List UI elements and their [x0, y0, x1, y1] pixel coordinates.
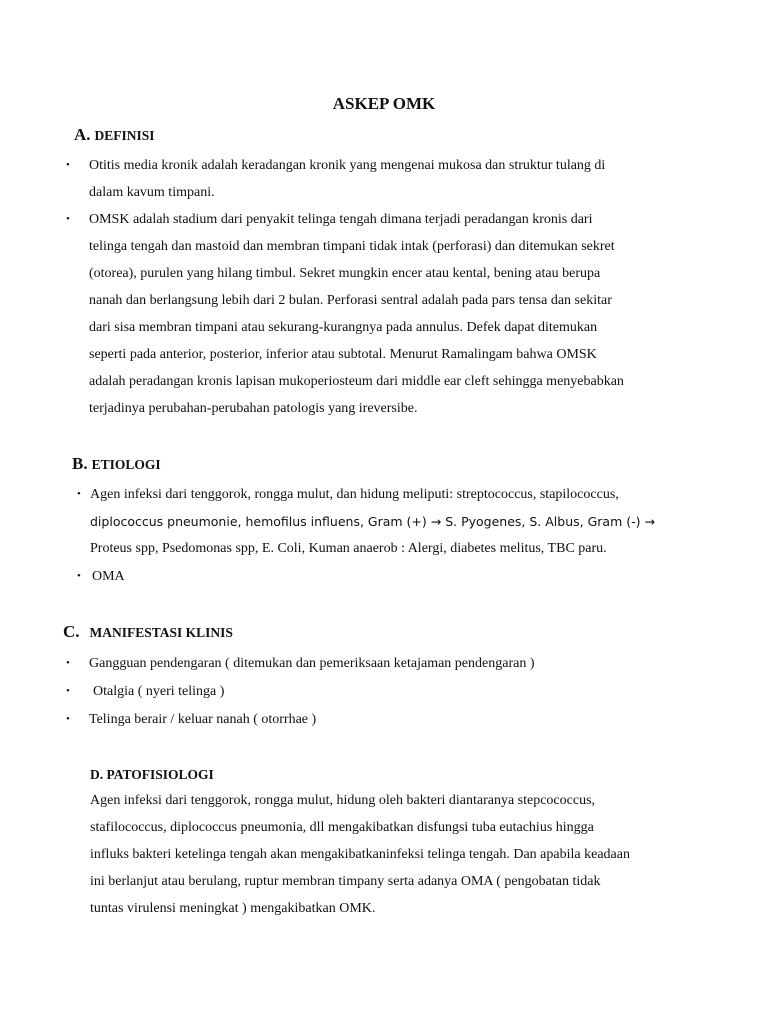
etiologi-item-1-line-3: Proteus spp, Psedomonas spp, E. Coli, Kuman anaerob : Alergi, diabetes melitus, TBC paru.: [90, 541, 607, 556]
etiologi-item-2: OMA: [92, 569, 125, 584]
etiologi-item-1-line-1: Agen infeksi dari tenggorok, rongga mulut, dan hidung meliputi: streptococcus, stapilococcus,: [90, 487, 619, 502]
section-d-heading: [90, 763, 214, 787]
document-title: ASKEP OMK: [332, 94, 436, 113]
section-c-letter: C.: [63, 622, 80, 641]
section-b-letter: B.: [72, 454, 88, 473]
bullet-icon: •: [66, 713, 70, 725]
manifestasi-item-3: Telinga berair / keluar nanah ( otorrhae ): [89, 712, 317, 727]
bullet-icon: •: [66, 685, 70, 697]
definisi-item-1: Otitis media kronik adalah keradangan kronik yang mengenai mukosa dan struktur tulang di dalam kavum timpani.: [89, 158, 606, 200]
bullet-icon: •: [66, 159, 70, 171]
section-b-title: ETIOLOGI: [91, 457, 161, 472]
definisi-item-2: OMSK adalah stadium dari penyakit telinga tengah dimana terjadi peradangan kronis dari telinga tengah dan mastoid dan membran timpani tidak intak (perforasi) dan ditemukan sekret (otorea), purulen yang hilang timbul. Sekret mungkin encer atau kental, bening atau berupa nanah dan berlangsung lebih dari 2 bulan. Perforasi sentral adalah pada pars tensa dan sekitar dari sisa membran timpani atau sekurang-kurangnya pada annulus. Defek dapat ditemukan seperti pada anterior, posterior, inferior atau subtotal. Menurut Ramalingam bahwa OMSK adalah peradangan kronis lapisan mukoperiosteum dari middle ear cleft sehingga menyebabkan terjadinya perubahan-perubahan patologis yang ireversibe.: [89, 212, 624, 416]
bullet-icon: •: [66, 213, 70, 225]
section-b-heading: [72, 452, 161, 477]
manifestasi-item-2: Otalgia ( nyeri telinga ): [93, 684, 225, 699]
etiologi-item-1-line-2: diplococcus pneumonie, hemofilus influens, Gram (+) → S. Pyogenes, S. Albus, Gram (-) →: [90, 514, 655, 529]
bullet-icon: •: [66, 657, 70, 669]
section-c-heading: [63, 620, 233, 645]
manifestasi-item-1: Gangguan pendengaran ( ditemukan dan pemeriksaan ketajaman pendengaran ): [89, 656, 535, 671]
section-a-title: DEFINISI: [94, 128, 155, 143]
patofisiologi-body: Agen infeksi dari tenggorok, rongga mulut, hidung oleh bakteri diantaranya stepcococcus, stafilococcus, diplococcus pneumonia, dll mengakibatkan disfungsi tuba eutachius hingga influks bakteri ketelinga tengah akan mengakibatkaninfeksi telinga tengah. Dan apabila keadaan ini berlanjut atau berulang, ruptur membran timpany serta adanya OMA ( pengobatan tidak tuntas virulensi meningkat ) mengakibatkan OMK.: [90, 793, 630, 916]
bullet-icon: •: [77, 570, 81, 582]
section-a-letter: A.: [74, 125, 91, 144]
bullet-icon: •: [77, 488, 81, 500]
section-c-title: MANIFESTASI KLINIS: [89, 625, 233, 640]
section-d-title: D. PATOFISIOLOGI: [90, 767, 214, 782]
section-a-heading: [74, 123, 155, 148]
